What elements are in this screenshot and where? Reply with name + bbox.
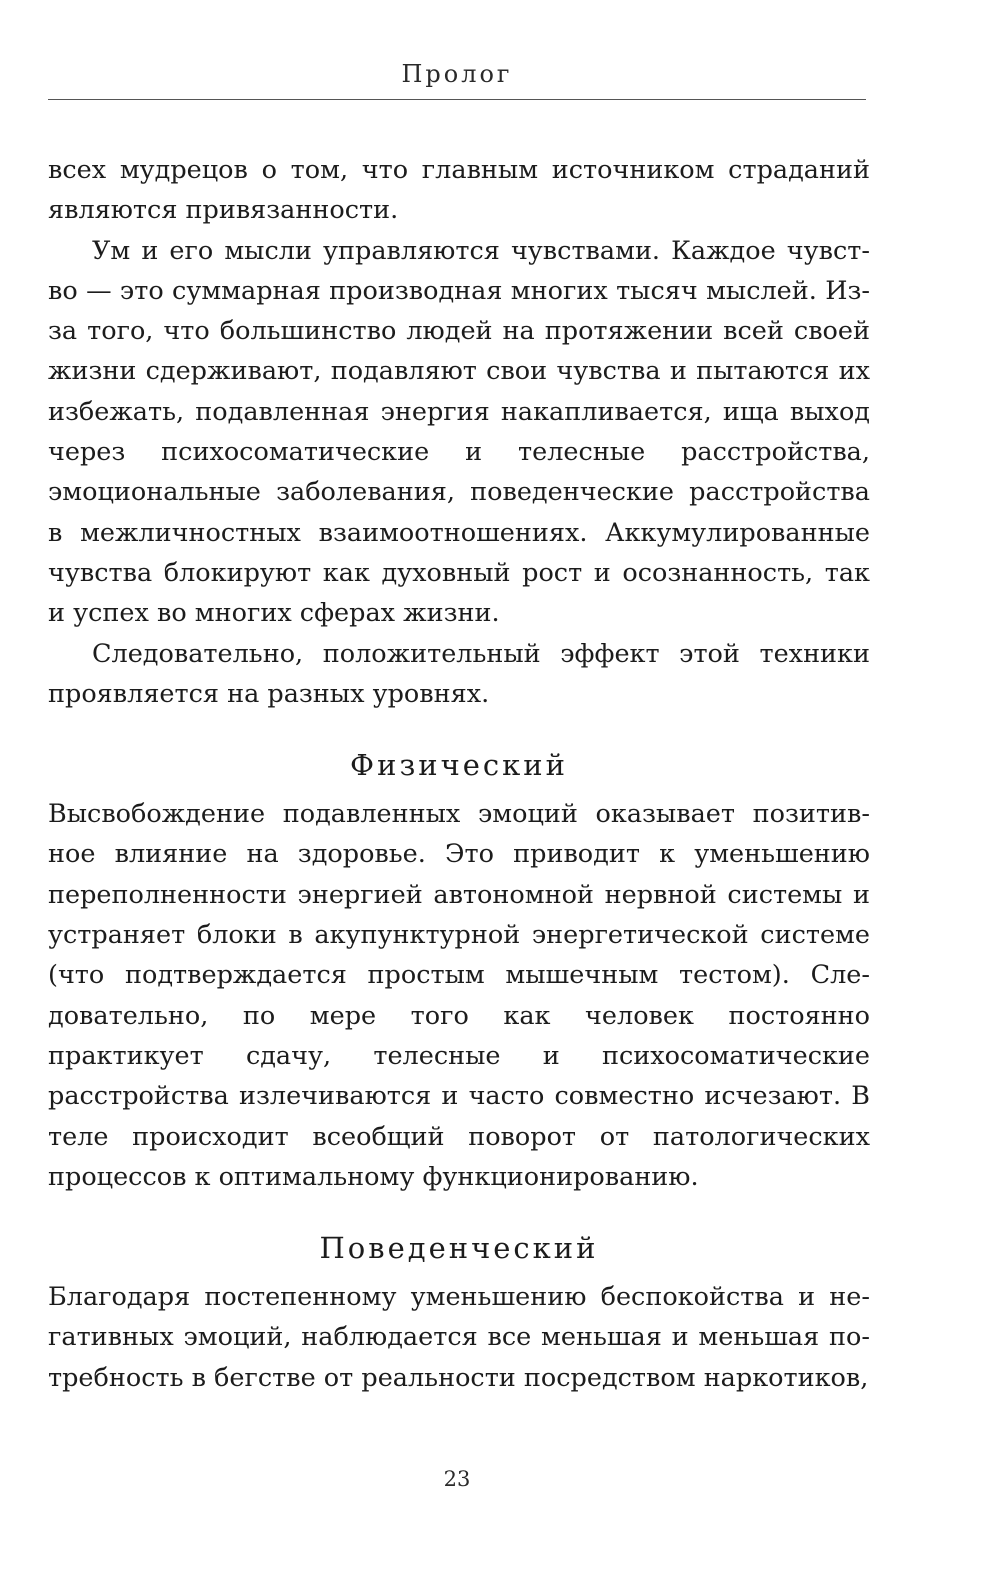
header-rule [48, 99, 866, 100]
section-heading-behavioral: Поведенческий [319, 1231, 599, 1266]
paragraph-feelings: Ум и его мысли управляются чувствами. Каждое чувство — это суммарная производная многих тысяч мыслей. Из-за того, что большинство людей на протяжении всей своей жизни сдерживают, подавляют свои чувства и пытаются их избежать, подавленная энергия накапливается, ища выход через психосоматические и телесные расстройства, эмоциональные заболевания, поведенческие расстройства в межличностных взаимоотношениях. Аккумулированные чувства блокируют как духовный рост и осознанность, так и успех во многих сферах жизни. [48, 235, 870, 629]
paragraph-behavioral: Благодаря постепенному уменьшению беспокойства и негативных эмоций, наблюдается все меньшая и меньшая потребность в бегстве от реальности посредством наркотиков, [48, 1282, 870, 1393]
paragraph-levels: Следовательно, положительный эффект этой техники проявляется на разных уровнях. [48, 638, 870, 709]
running-head: Пролог [401, 60, 513, 88]
page-text [48, 150, 870, 1398]
section-heading-physical: Физический [350, 748, 568, 783]
paragraph-physical: Высвобождение подавленных эмоций оказывает позитивное влияние на здоровье. Это приводит к уменьшению переполненности энергией автономной нервной системы и устраняет блоки в акупунктурной энергетической системе (что подтверждается простым мышечным тестом). Следовательно, по мере того как человек постоянно практикует сдачу, телесные и психосоматические расстройства излечиваются и часто совместно исчезают. В теле происходит всеобщий поворот от патологических процессов к оптимальному функционированию. [48, 799, 870, 1192]
paragraph-continued: всех мудрецов о том, что главным источником страданий являются привязанности. [48, 155, 870, 226]
page-number: 23 [443, 1467, 471, 1491]
